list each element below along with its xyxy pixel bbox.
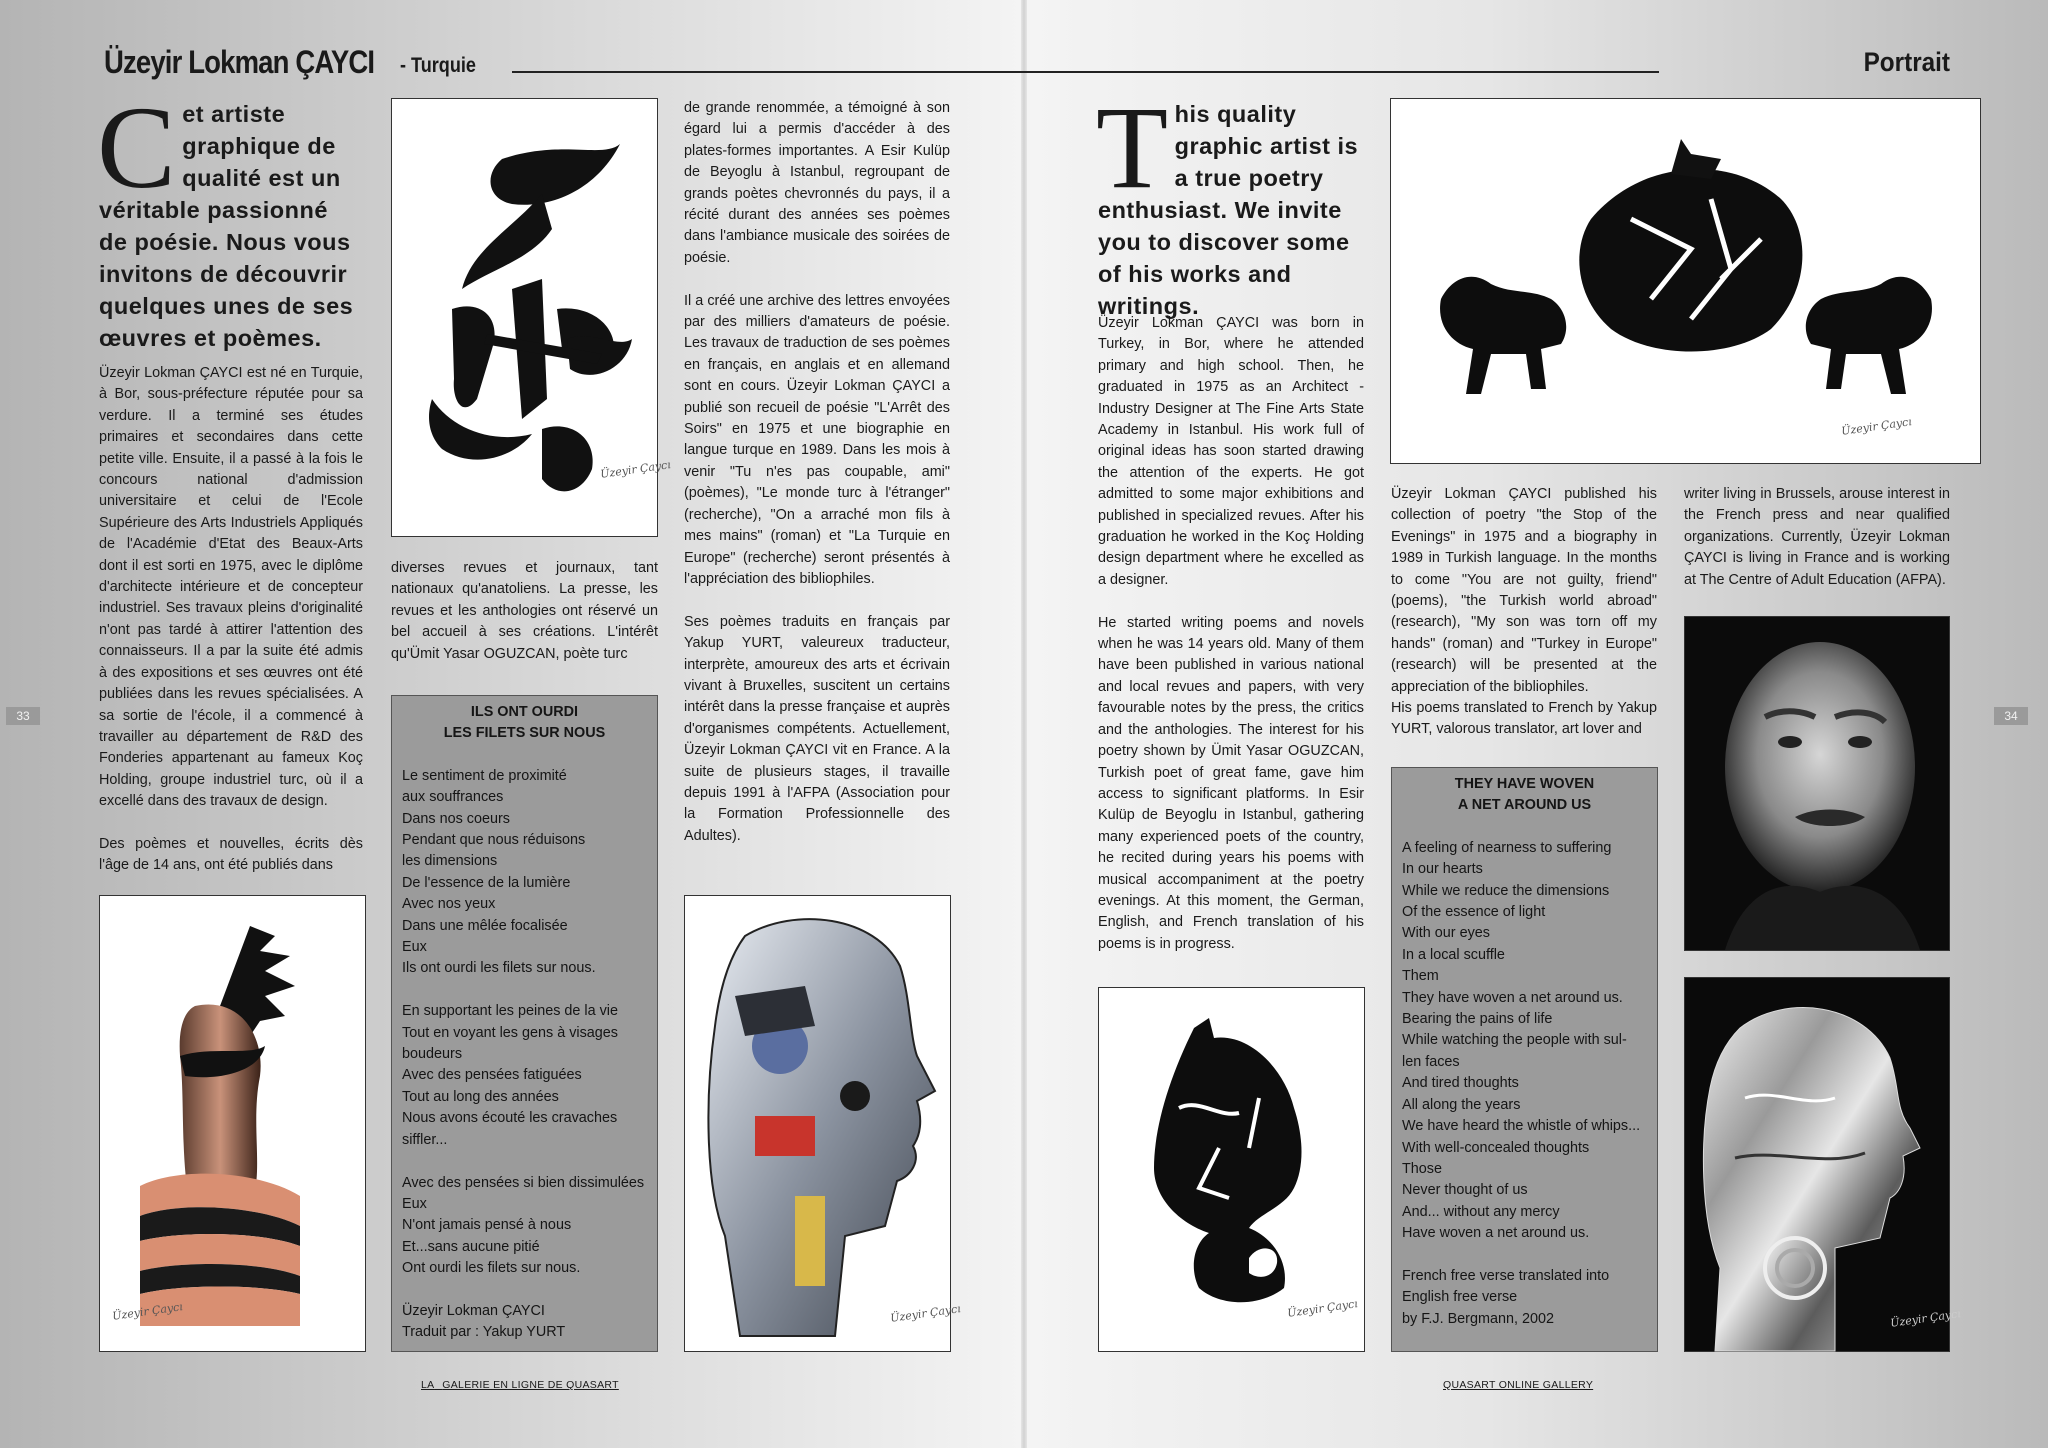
poem-stanza (402, 1001, 647, 1151)
paragraph: writer living in Brussels, arouse interest in the French press and near qualified organizations. Currently, Üzeyir Lokman ÇAYCI is living in France and is working at The Centre of Adult Education (AFPA). (1684, 486, 1950, 588)
artwork-figure-stripes (99, 895, 366, 1352)
column-fr-1 (99, 363, 363, 877)
poem-line: Avec des pensées si bien dissimulées (402, 1174, 645, 1191)
poem-line: And... without any mercy (1402, 1203, 1560, 1220)
artwork-horses (1390, 98, 1981, 464)
poem-title-fr (402, 702, 647, 745)
poem-line: Le sentiment de proximité (402, 767, 567, 784)
column-en-2 (1391, 484, 1657, 741)
country-heading: - Turquie (400, 54, 476, 77)
poem-line: Dans une mêlée focalisée (402, 917, 568, 934)
poem-line: aux souffrances (402, 789, 504, 806)
poem-line: While we reduce the dimensions (1402, 882, 1610, 899)
page-number-right: 34 (1994, 707, 2028, 725)
poem-credit: French free verse translated into (1402, 1267, 1610, 1284)
silhouette-drawing (1099, 988, 1364, 1351)
paragraph: His poems translated to French by Yakup YURT, valorous translator, art lover and (1391, 700, 1657, 738)
poem-line: Ils ont ourdi les filets sur nous. (402, 960, 596, 977)
lede-en (1096, 82, 1364, 322)
artist-signature: Üzeyir Çaycı (599, 458, 672, 481)
mechanical-head-drawing (685, 896, 950, 1351)
poem-stanza (1402, 838, 1647, 1245)
poem-line: In a local scuffle (1402, 946, 1505, 963)
artist-signature: Üzeyir Çaycı (1840, 415, 1913, 438)
poem-translator: Traduit par : Yakup YURT (402, 1324, 566, 1341)
poem-line: En supportant les peines de la vie (402, 1003, 619, 1020)
poem-line: Tout au long des années (402, 1088, 559, 1105)
poem-line: Of the essence of light (1402, 904, 1546, 921)
poem-box-fr (391, 695, 658, 1352)
poem-line: A feeling of nearness to suffering (1402, 839, 1612, 856)
lede-en-text: his quality graphic artist is a true poetry enthusiast. We invite you to discover some of his works and writings. (1098, 101, 1359, 319)
artist-signature: Üzeyir Çaycı (1286, 1297, 1359, 1320)
poem-line: les dimensions (402, 853, 498, 870)
poem-line: Those (1402, 1160, 1442, 1177)
paragraph: Üzeyir Lokman ÇAYCI est né en Turquie, à Bor, sous-préfecture réputée pour sa verdure. Il a terminé ses études primaires et secondaires dans cette petite ville. Ensuite, il a passé à la fois le concours national d'admission universitaire et celui de l'Ecole Supérieure des Arts Industriels Appliqués de l'Académie d'Etat des Beaux-Arts dont il est sorti en 1975, avec le diplôme d'architecte intérieure et de concepteur industriel. Ses travaux pleins d'originalité n'ont pas tardé à attirer l'attention des connaisseurs. Il a par la suite été admis à des expositions et ses œuvres ont été publiées dans les revues spécialisées. A sa sortie de l'école, il a commencé à travailler au département de R&D des Fonderies appartenant au fameux Koç Holding, groupe industriel turc, où il a excellé dans des travaux de design. (99, 365, 363, 810)
poem-line: Them (1402, 968, 1439, 985)
footer-prefix: LA (421, 1379, 435, 1391)
page-number-left: 33 (6, 707, 40, 725)
artist-signature: Üzeyir Çaycı (889, 1302, 962, 1325)
column-fr-2 (391, 558, 658, 665)
poem-title-line: A NET AROUND US (1457, 797, 1592, 814)
footer-link-fr[interactable] (421, 1376, 619, 1391)
dropcap-en: T (1096, 82, 1169, 213)
poem-line: While watching the people with sul- (1402, 1032, 1627, 1049)
section-title: Portrait (1863, 47, 1950, 77)
artwork-chrome-head (1684, 977, 1962, 1352)
figure-stripes-drawing (100, 896, 365, 1351)
footer-link-en[interactable] (1443, 1376, 1593, 1391)
poem-stanza (402, 1173, 647, 1280)
artist-portrait-photo (1684, 616, 1950, 951)
poem-title-en (1402, 774, 1647, 817)
artist-signature: Üzeyir Çaycı (111, 1300, 184, 1323)
paragraph: He started writing poems and novels when he was 14 years old. Many of them have been published in various national and local revues and papers, with very favourable notes by the press, the critics and the anthologies. The interest for his poetry shown by Ümit Yasar OGUZCAN, Turkish poet of great fame, gave him access to significant platforms. In Esir Kulüp de Beyoglu in Istanbul, gathering many experienced poets of the country, he recited during years his poems with musical accompaniment at the poetry evenings. At this moment, the German, English, and French translation of his poems is in progress. (1098, 614, 1364, 952)
poem-line: All along the years (1402, 1096, 1521, 1113)
poem-title-line: ILS ONT OURDI (470, 704, 579, 720)
poem-line: De l'essence de la lumière (402, 874, 571, 891)
paragraph: Üzeyir Lokman ÇAYCI published his collection of poetry "the Stop of the Evenings" in 1975 and a biography in 1989 in Turkish language. In the months to come "You are not guilty, friend" (poems), "the Turkish world abroad" (research), "My son was torn off my hands" (roman) and "Turkey in Europe" (research) will be presented at the appreciation of the bibliophiles. (1391, 486, 1657, 695)
poem-line: boudeurs (402, 1046, 463, 1063)
poem-box-en (1391, 767, 1658, 1352)
artwork-mechanical-head (684, 895, 962, 1352)
poem-line: Ont ourdi les filets sur nous. (402, 1260, 581, 1277)
lede-fr-text: et artiste graphique de qualité est un véritable passionné de poésie. Nous vous invitons de découvrir quelques unes de ses œuvres et poèmes. (99, 101, 354, 351)
artwork-calligraphy (391, 98, 672, 537)
poem-author: Üzeyir Lokman ÇAYCI (402, 1302, 545, 1319)
chrome-head-drawing (1685, 978, 1949, 1351)
spine (1021, 0, 1027, 1448)
portrait-photo-drawing (1685, 617, 1949, 950)
footer-text: QUASART ONLINE GALLERY (1443, 1379, 1594, 1391)
paragraph: Il a créé une archive des lettres envoyées par des milliers d'amateurs de poésie. Les travaux de traduction de ses poèmes en français, en anglais et en allemand sont en cours. Üzeyir Lokman ÇAYCI a publié son recueil de poésie "L'Arrêt des Soirs" en 1975 et une biographie en langue turque en 1989. Dans les mois à venir "Tu n'es pas coupable, ami" (poèmes), "Le monde turc à l'étranger" (recherche), "On a arraché mon fils à mes mains" (roman) et "La Turquie en Europe" (recherche) seront présentés à l'appréciation des bibliophiles. (684, 292, 950, 587)
lede-fr (97, 82, 357, 354)
poem-line: Eux (402, 939, 427, 956)
paragraph: de grande renommée, a témoigné à son égard lui a permis d'accéder à des plates-formes importantes. A Esir Kulüp de Beyoglu à Istanbul, regroupant de grands poètes chevronnés du pays, il a récité durant des années ses poèmes dans l'ambiance musicale des soirées de poésie. (684, 100, 950, 266)
poem-line: In our hearts (1402, 861, 1483, 878)
poem-line: Dans nos coeurs (402, 810, 510, 827)
poem-line: We have heard the whistle of whips... (1402, 1118, 1641, 1135)
poem-credit: English free verse (1402, 1289, 1518, 1306)
poem-credit: by F.J. Bergmann, 2002 (1402, 1310, 1554, 1327)
column-fr-3 (684, 98, 950, 847)
poem-line: Nous avons écouté les cravaches (402, 1110, 618, 1127)
poem-line: Never thought of us (1402, 1182, 1528, 1199)
artist-signature: Üzeyir Çaycı (1889, 1307, 1962, 1330)
poem-line: siffler... (402, 1131, 448, 1148)
horses-drawing (1391, 99, 1980, 463)
artist-name-heading: Üzeyir Lokman ÇAYCI (104, 44, 375, 80)
footer-text: GALERIE EN LIGNE DE QUASART (442, 1379, 619, 1391)
poem-line: N'ont jamais pensé à nous (402, 1217, 572, 1234)
poem-line: With well-concealed thoughts (1402, 1139, 1590, 1156)
poem-line: They have woven a net around us. (1402, 989, 1623, 1006)
column-en-3 (1684, 484, 1950, 591)
column-en-1 (1098, 313, 1364, 955)
paragraph: diverses revues et journaux, tant nationaux qu'anatoliens. La presse, les revues et les anthologies ont réservé un bel accueil à ses créations. L'intérêt qu'Ümit Yasar OGUZCAN, poète turc (391, 560, 658, 662)
poem-line: With our eyes (1402, 925, 1490, 942)
artwork-silhouette (1098, 987, 1365, 1352)
poem-title-line: LES FILETS SUR NOUS (443, 725, 606, 742)
poem-line: Avec nos yeux (402, 896, 496, 913)
paragraph: Ses poèmes traduits en français par Yakup YURT, valeureux traducteur, interprète, amoureux des arts et écrivain vivant à Bruxelles, suscitent un certains intérêt dans la presse française et auprès d'organismes compétents. Actuellement, Üzeyir Lokman ÇAYCI vit en France. A la suite de plusieurs stages, il travaille depuis 1991 à l'AFPA (Association pour la Formation Professionnelle des Adultes). (684, 613, 950, 844)
poem-line: Tout en voyant les gens à visages (402, 1024, 618, 1041)
poem-line: len faces (1402, 1053, 1460, 1070)
poem-line: Pendant que nous réduisons (402, 832, 586, 849)
dropcap-fr: C (97, 82, 177, 213)
poem-line: Have woven a net around us. (1402, 1225, 1590, 1242)
poem-line: And tired thoughts (1402, 1075, 1519, 1092)
poem-line: Eux (402, 1195, 427, 1212)
paragraph: Üzeyir Lokman ÇAYCI was born in Turkey, in Bor, where he attended primary and high school. Then, he graduated in 1975 as an Architect - Industry Designer at The Fine Arts State Academy in Istanbul. His work full of original ideas has soon started drawing the attention of the experts. He got admitted to some major exhibitions and published in specialized revues. After his graduation he worked in the Koç Holding design department where he excelled as a designer. (1098, 315, 1364, 588)
header-rule (512, 71, 1659, 73)
poem-line: Bearing the pains of life (1402, 1011, 1553, 1028)
poem-line: Avec des pensées fatiguées (402, 1067, 582, 1084)
poem-line: Et...sans aucune pitié (402, 1238, 540, 1255)
poem-title-line: THEY HAVE WOVEN (1454, 776, 1595, 792)
paragraph: Des poèmes et nouvelles, écrits dès l'âge de 14 ans, ont été publiés dans (99, 835, 363, 874)
poem-stanza (402, 766, 647, 980)
